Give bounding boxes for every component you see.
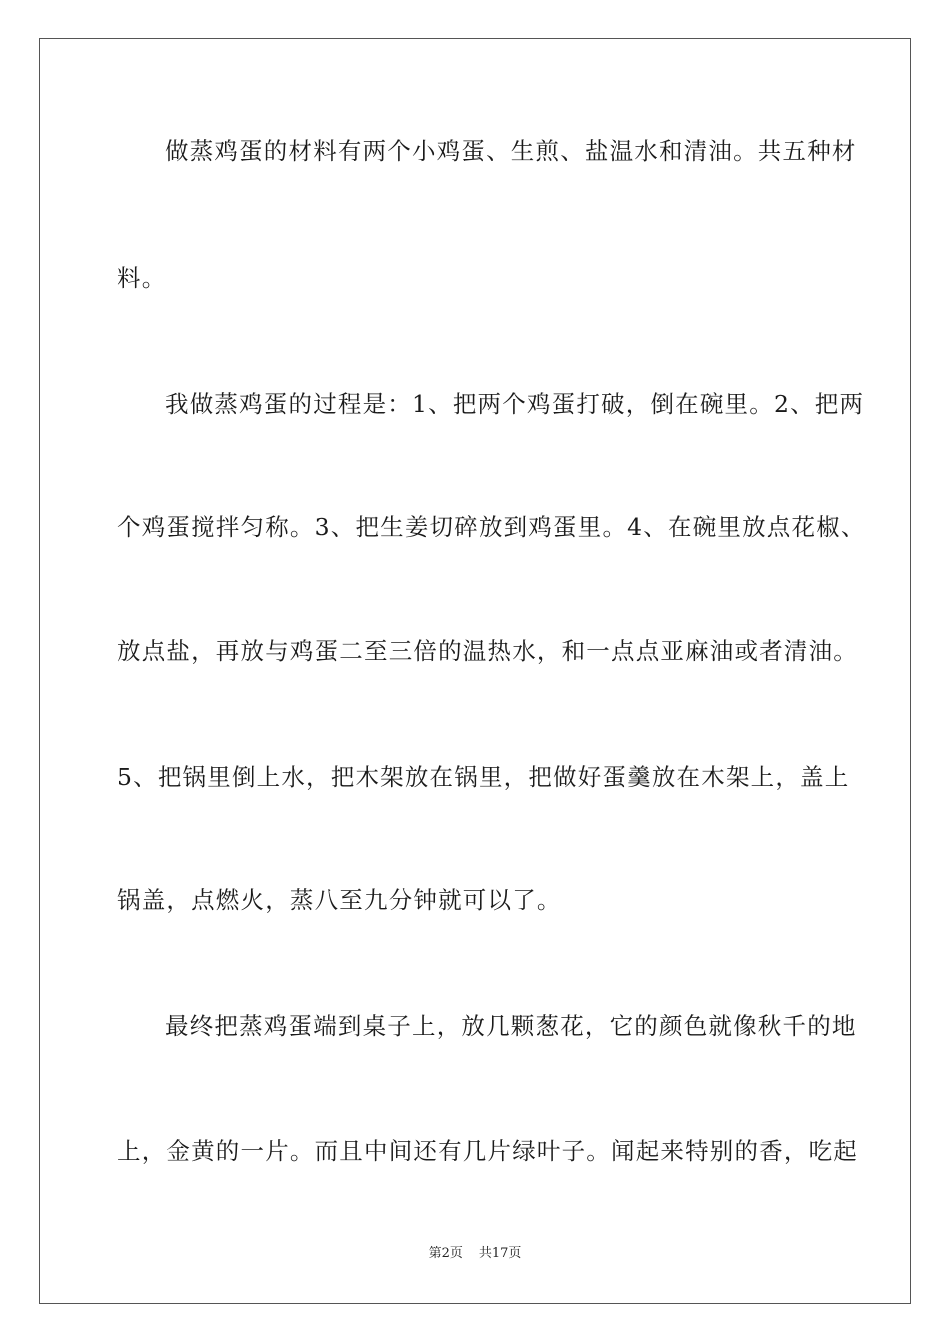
page-number: 第2页 <box>428 1246 463 1261</box>
page-total: 共17页 <box>478 1246 522 1261</box>
paragraph-1-line-2: 料。 <box>117 264 167 292</box>
page-footer <box>0 1244 950 1264</box>
paragraph-2-line-1: 我做蒸鸡蛋的过程是：1、把两个鸡蛋打破，倒在碗里。2、把两 <box>165 390 865 418</box>
page-border <box>39 38 911 1304</box>
paragraph-2-line-4: 5、把锅里倒上水，把木架放在锅里，把做好蛋羹放在木架上，盖上 <box>117 763 850 791</box>
paragraph-2-line-5: 锅盖，点燃火，蒸八至九分钟就可以了。 <box>117 886 562 914</box>
paragraph-3-line-1: 最终把蒸鸡蛋端到桌子上，放几颗葱花，它的颜色就像秋千的地 <box>165 1012 857 1040</box>
paragraph-3-line-2: 上，金黄的一片。而且中间还有几片绿叶子。闻起来特别的香，吃起 <box>117 1137 858 1165</box>
paragraph-2-line-3: 放点盐，再放与鸡蛋二至三倍的温热水，和一点点亚麻油或者清油。 <box>117 637 858 665</box>
paragraph-2-line-2: 个鸡蛋搅拌匀称。3、把生姜切碎放到鸡蛋里。4、在碗里放点花椒、 <box>117 513 866 541</box>
paragraph-1-line-1: 做蒸鸡蛋的材料有两个小鸡蛋、生煎、盐温水和清油。共五种材 <box>165 137 857 165</box>
